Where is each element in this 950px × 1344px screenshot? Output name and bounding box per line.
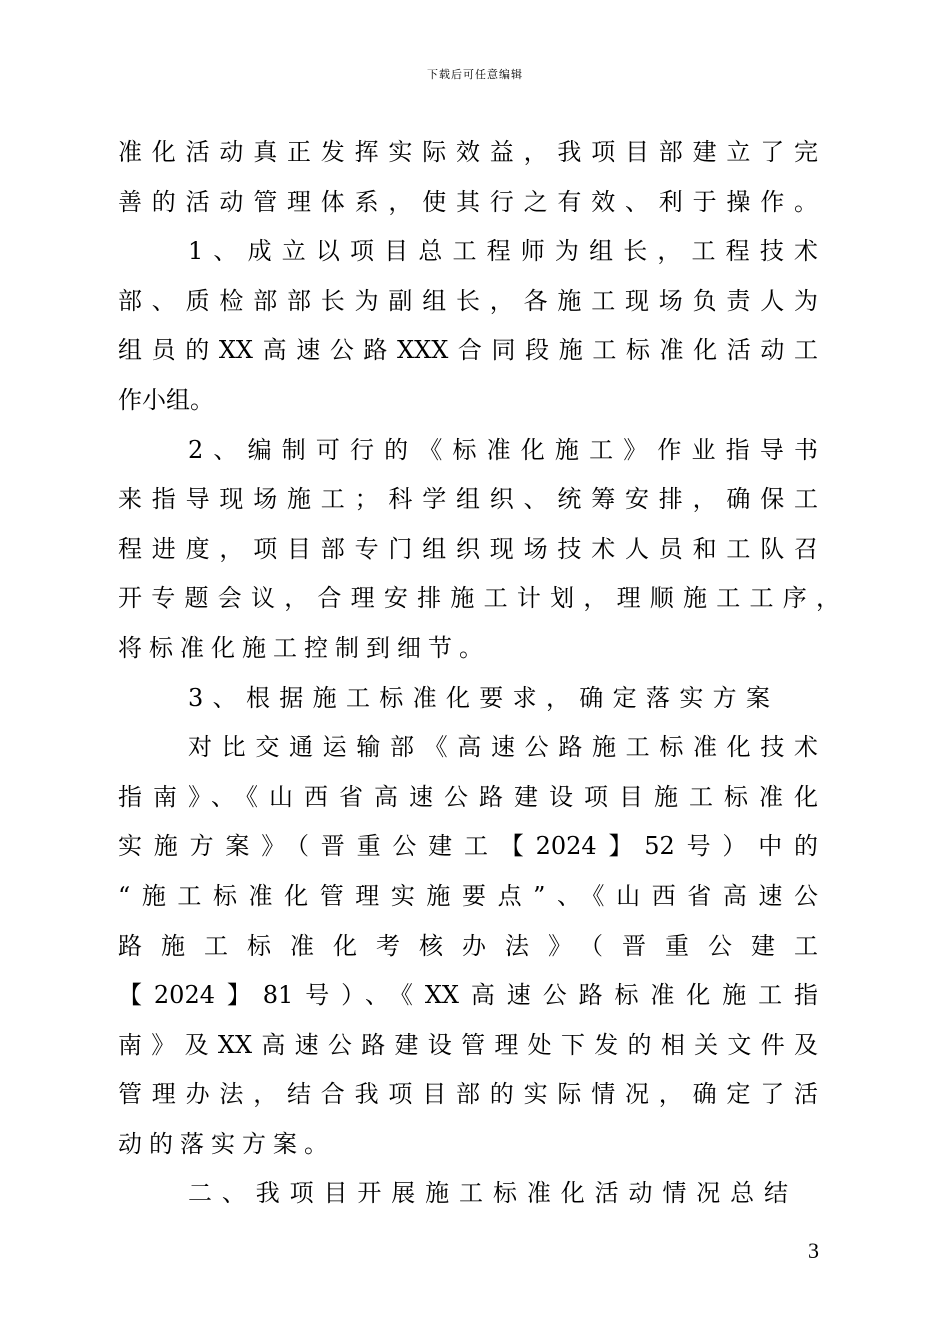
text-line: 3、根据施工标准化要求，确定落实方案 <box>188 683 770 712</box>
text-line: 动的落实方案。 <box>118 1129 335 1158</box>
text-line: 实施方案》（晋重公建工【2024】52号）中的 <box>118 832 818 861</box>
page-header: 下载后可任意编辑 <box>427 68 523 81</box>
text-line: 程进度，项目部专门组织现场技术人员和工队召 <box>118 534 818 563</box>
text-line: 组员的XX高速公路XXX合同段施工标准化活动工 <box>118 336 818 365</box>
section-heading: 二、我项目开展施工标准化活动情况总结 <box>188 1179 788 1208</box>
text-line: 管理办法，结合我项目部的实际情况，确定了活 <box>118 1080 818 1109</box>
text-line: 善的活动管理体系，使其行之有效、利于操作。 <box>118 187 818 216</box>
text-line: 准化活动真正发挥实际效益，我项目部建立了完 <box>118 138 818 166</box>
text-line: 2、编制可行的《标准化施工》作业指导书 <box>188 435 818 464</box>
document-body <box>118 128 840 1219</box>
text-line: 1、成立以项目总工程师为组长，工程技术 <box>188 237 818 266</box>
text-line: 指南》、《山西省高速公路建设项目施工标准化 <box>118 782 818 811</box>
text-line: 南》及XX高速公路建设管理处下发的相关文件及 <box>118 1030 818 1059</box>
text-line: 开专题会议，合理安排施工计划，理顺施工工序， <box>118 584 840 613</box>
text-line: “施工标准化管理实施要点”、《山西省高速公 <box>118 881 818 910</box>
text-line: 路施工标准化考核办法》（晋重公建工 <box>118 931 818 960</box>
page-number: 3 <box>808 1238 819 1263</box>
text-line: 来指导现场施工；科学组织、统筹安排，确保工 <box>118 485 818 514</box>
text-line: 作小组。 <box>118 385 214 414</box>
text-line: 部、质检部部长为副组长，各施工现场负责人为 <box>118 286 818 315</box>
text-line: 【2024】81号）、《XX高速公路标准化施工指 <box>118 981 818 1010</box>
text-line: 将标准化施工控制到细节。 <box>118 633 490 662</box>
text-line: 对比交通运输部《高速公路施工标准化技术 <box>188 733 818 762</box>
